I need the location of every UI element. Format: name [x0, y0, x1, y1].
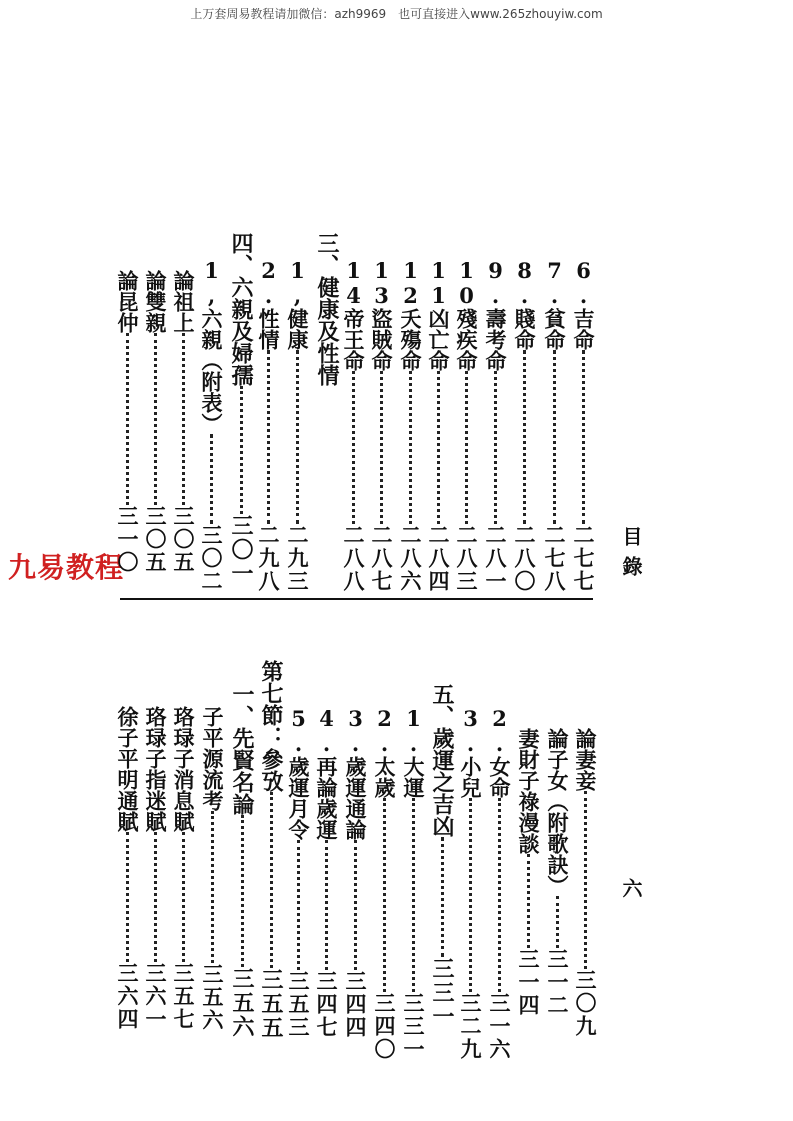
leader-dots — [498, 798, 501, 992]
toc-entry[interactable] — [371, 258, 392, 593]
toc-entry[interactable] — [287, 258, 308, 593]
toc-entry[interactable] — [201, 258, 222, 593]
toc-entry[interactable] — [173, 706, 194, 1031]
leader-dots — [437, 371, 440, 524]
leader-dots — [523, 350, 526, 524]
toc-entry-page: 二八〇 — [512, 524, 537, 593]
toc-entry-page: 二八七 — [369, 524, 394, 593]
toc-section-heading[interactable] — [431, 683, 453, 1029]
toc-entry[interactable] — [485, 258, 506, 593]
leader-dots — [383, 798, 386, 992]
toc-entry-page: 三一〇 — [115, 505, 140, 574]
toc-entry[interactable] — [547, 728, 568, 1017]
toc-entry-label: 12夭殤命 — [398, 258, 423, 371]
leader-dots — [553, 350, 556, 524]
leader-dots — [409, 371, 412, 524]
toc-entry-page: 三三一 — [401, 992, 426, 1061]
toc-entry-label: 妻財子祿漫談 — [516, 728, 541, 854]
toc-section-heading[interactable] — [230, 232, 252, 586]
toc-entry-label: 徐子平明通賦 — [115, 706, 140, 832]
toc-entry-label: 11凶亡命 — [426, 258, 451, 371]
leader-dots — [354, 840, 357, 970]
toc-entry-label: 論子女（附歌訣） — [545, 728, 570, 896]
toc-heading-mulu: 目錄 — [619, 526, 643, 586]
leader-dots — [297, 840, 300, 970]
toc-entry-page: 三四〇 — [372, 992, 397, 1061]
toc-entry[interactable] — [400, 258, 421, 593]
toc-entry-label: 3.小兒 — [458, 706, 483, 798]
toc-entry-page: 三六一 — [143, 962, 168, 1031]
toc-entry[interactable] — [575, 728, 596, 1038]
toc-entry-page: 三五六 — [229, 967, 255, 1039]
leader-dots — [494, 371, 497, 524]
toc-entry-page: 二七七 — [571, 524, 596, 593]
toc-entry-page: 三五三 — [286, 970, 311, 1039]
toc-entry[interactable] — [544, 258, 565, 593]
toc-entry-page: 三四七 — [314, 970, 339, 1039]
watermark-logo: 九易教程 — [8, 551, 125, 584]
toc-section-label: 四、六親及婦孺 — [228, 232, 254, 386]
toc-entry-page: 三五七 — [171, 962, 196, 1031]
toc-entry-label: 論昆仲 — [115, 270, 140, 333]
toc-entry-label: 6.吉命 — [571, 258, 596, 350]
toc-entry-page: 二八一 — [483, 524, 508, 593]
toc-section-heading[interactable] — [316, 232, 338, 386]
toc-entry-label: 9.壽考命 — [483, 258, 508, 371]
toc-entry[interactable] — [202, 706, 223, 1032]
toc-entry[interactable] — [258, 258, 279, 593]
toc-entry-label: 7.貧命 — [542, 258, 567, 350]
toc-entry[interactable] — [145, 706, 166, 1031]
leader-dots — [126, 832, 129, 962]
leader-dots — [267, 350, 270, 524]
toc-entry-label: 5.歲運月令 — [286, 706, 311, 840]
toc-entry-page: 三〇二 — [199, 524, 224, 593]
leader-dots — [527, 854, 530, 948]
leader-dots — [211, 811, 214, 963]
toc-entry-page: 三五六 — [200, 963, 225, 1032]
toc-entry-page: 二八四 — [426, 524, 451, 593]
toc-entry-page: 三〇五 — [143, 505, 168, 574]
toc-entry[interactable] — [460, 706, 481, 1061]
toc-entry-page: 三四四 — [343, 970, 368, 1039]
toc-section-label: 五、歲運之吉凶 — [429, 683, 455, 837]
toc-entry[interactable] — [345, 706, 366, 1039]
toc-entry-label: 4.再論歲運 — [314, 706, 339, 840]
leader-dots — [154, 832, 157, 962]
toc-entry-label: 8.賤命 — [512, 258, 537, 350]
toc-entry[interactable] — [456, 258, 477, 593]
toc-entry[interactable] — [173, 270, 194, 574]
toc-entry-page: 二八八 — [341, 524, 366, 593]
toc-section-label: 第七節：參攷 — [258, 660, 284, 792]
leader-dots — [325, 840, 328, 970]
leader-dots — [469, 798, 472, 992]
toc-entry-label: 10殘疾命 — [454, 258, 479, 371]
leader-dots — [352, 371, 355, 524]
leader-dots — [412, 798, 415, 992]
toc-entry-label: 13盜賊命 — [369, 258, 394, 371]
toc-entry-page: 三一四 — [516, 948, 541, 1017]
toc-entry[interactable] — [374, 706, 395, 1061]
leader-dots — [182, 832, 185, 962]
leader-dots — [182, 333, 185, 505]
toc-entry[interactable] — [489, 706, 510, 1061]
leader-dots — [441, 837, 444, 957]
toc-section-label: 一、先賢名論 — [229, 683, 255, 815]
toc-entry-label: 論雙親 — [143, 270, 168, 333]
leader-dots — [556, 896, 559, 948]
toc-entry-page: 二七八 — [542, 524, 567, 593]
leader-dots — [241, 815, 244, 967]
toc-entry-label: 1.大運 — [401, 706, 426, 798]
toc-entry[interactable] — [428, 258, 449, 593]
toc-entry-label: 2.女命 — [487, 706, 512, 798]
leader-dots — [154, 333, 157, 505]
toc-entry[interactable] — [316, 706, 337, 1039]
toc-section-heading[interactable] — [231, 683, 253, 1039]
toc-entry-label: 子平源流考 — [200, 706, 225, 811]
toc-entry-label: 2.性情 — [256, 258, 281, 350]
toc-entry-label: 3.歲運通論 — [343, 706, 368, 840]
leader-dots — [465, 371, 468, 524]
toc-entry-page: 三一六 — [487, 992, 512, 1061]
toc-entry-label: 論妻妾 — [573, 728, 598, 791]
toc-section-label: 三、健康及性情 — [314, 232, 340, 386]
toc-entry[interactable] — [288, 706, 309, 1039]
leader-dots — [582, 350, 585, 524]
toc-entry[interactable] — [343, 258, 364, 593]
toc-entry-label: 1,健康 — [285, 258, 310, 350]
toc-entry[interactable] — [514, 258, 535, 593]
toc-entry-label: 論祖上 — [171, 270, 196, 333]
toc-entry[interactable] — [117, 706, 138, 1031]
toc-entry-label: 1,六親（附表） — [199, 258, 224, 434]
page-number: 六 — [619, 878, 643, 908]
toc-entry-page: 二九三 — [285, 524, 310, 593]
toc-entry-page: 三〇一 — [228, 514, 254, 586]
toc-entry-page: 三六四 — [115, 962, 140, 1031]
toc-entry-page: 三五五 — [258, 968, 284, 1040]
leader-dots — [296, 350, 299, 524]
toc-entry-label: 珞琭子消息賦 — [171, 706, 196, 832]
section-divider — [120, 598, 593, 600]
toc-entry-page: 二八六 — [398, 524, 423, 593]
toc-entry-page: 三三一 — [429, 957, 455, 1029]
toc-entry[interactable] — [145, 270, 166, 574]
leader-dots — [380, 371, 383, 524]
toc-entry-label: 14帝王命 — [341, 258, 366, 371]
toc-entry[interactable] — [573, 258, 594, 593]
toc-entry-page: 三一二 — [545, 948, 570, 1017]
toc-entry-page: 三〇九 — [573, 969, 598, 1038]
toc-entry[interactable] — [403, 706, 424, 1061]
toc-entry[interactable] — [117, 270, 138, 574]
leader-dots — [240, 386, 243, 514]
toc-entry-page: 三〇五 — [171, 505, 196, 574]
toc-section-heading[interactable] — [260, 660, 282, 1040]
leader-dots — [126, 333, 129, 505]
toc-entry-page: 二九八 — [256, 524, 281, 593]
leader-dots — [584, 791, 587, 969]
toc-entry-label: 珞琭子指迷賦 — [143, 706, 168, 832]
leader-dots — [210, 434, 213, 524]
page-header-banner: 上万套周易教程请加微信：azh9969 也可直接进入www.265zhouyiw.com — [190, 7, 603, 21]
toc-entry-page: 二八三 — [454, 524, 479, 593]
leader-dots — [270, 792, 273, 968]
toc-entry-page: 三二九 — [458, 992, 483, 1061]
toc-entry[interactable] — [518, 728, 539, 1017]
toc-entry-label: 2.太歲 — [372, 706, 397, 798]
